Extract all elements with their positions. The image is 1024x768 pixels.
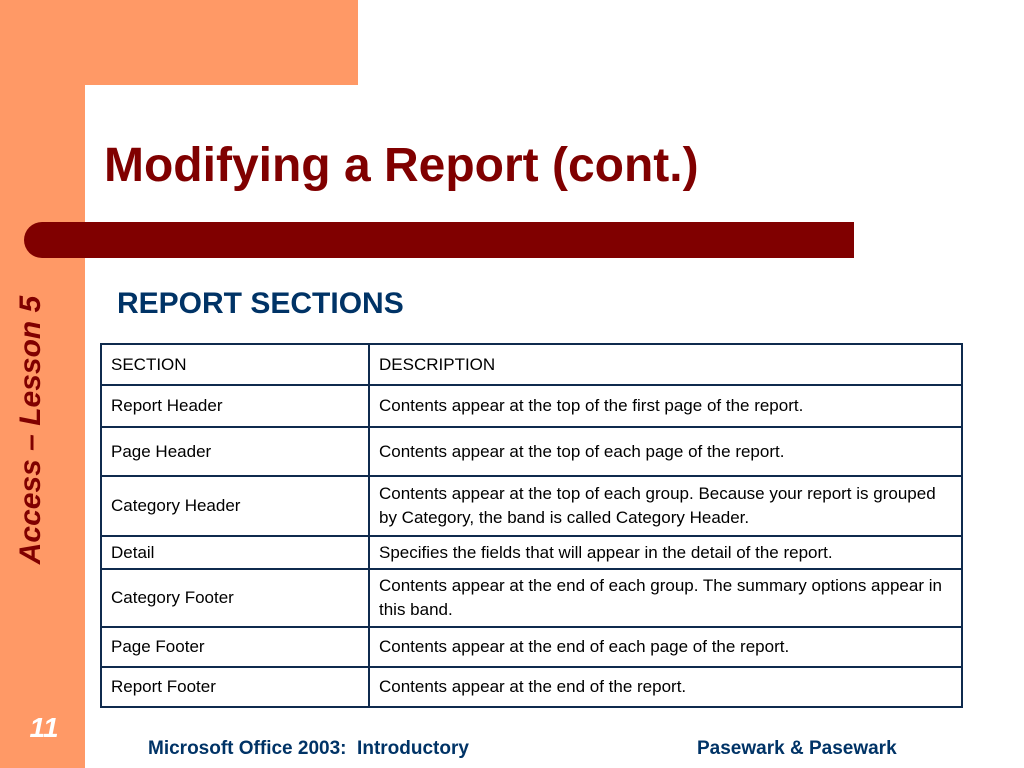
slide-title: Modifying a Report (cont.) (104, 139, 699, 192)
title-underline-bar (24, 222, 854, 258)
description-cell: Contents appear at the end of each group. The summary options appear in this band. (369, 569, 962, 627)
table-row (101, 427, 962, 476)
description-cell: Contents appear at the end of the report. (369, 667, 962, 707)
description-cell: Contents appear at the top of the first page of the report. (369, 385, 962, 427)
table-row (101, 667, 962, 707)
section-cell: Page Footer (101, 627, 369, 667)
table-row (101, 476, 962, 536)
table-row (101, 536, 962, 569)
table-row (101, 627, 962, 667)
table-row (101, 385, 962, 427)
description-cell: Contents appear at the top of each group. Because your report is grouped by Category, the band is called Category Header. (369, 476, 962, 536)
description-cell: Contents appear at the end of each page of the report. (369, 627, 962, 667)
side-lesson-label: Access – Lesson 5 (14, 295, 47, 565)
slide-number: 11 (29, 712, 59, 743)
section-cell: Category Footer (101, 569, 369, 627)
footer-course-title: Microsoft Office 2003: Introductory (148, 738, 469, 759)
column-header-section: SECTION (101, 344, 369, 385)
footer-authors: Pasewark & Pasewark (697, 738, 897, 759)
section-cell: Detail (101, 536, 369, 569)
section-cell: Category Header (101, 476, 369, 536)
top-accent-band (0, 0, 358, 85)
column-header-description: DESCRIPTION (369, 344, 962, 385)
section-cell: Report Header (101, 385, 369, 427)
section-cell: Report Footer (101, 667, 369, 707)
report-sections-table (100, 343, 963, 708)
section-cell: Page Header (101, 427, 369, 476)
description-cell: Contents appear at the top of each page of the report. (369, 427, 962, 476)
table-row (101, 569, 962, 627)
description-cell: Specifies the fields that will appear in the detail of the report. (369, 536, 962, 569)
table-header-row (101, 344, 962, 385)
slide-subtitle: REPORT SECTIONS (117, 287, 404, 320)
